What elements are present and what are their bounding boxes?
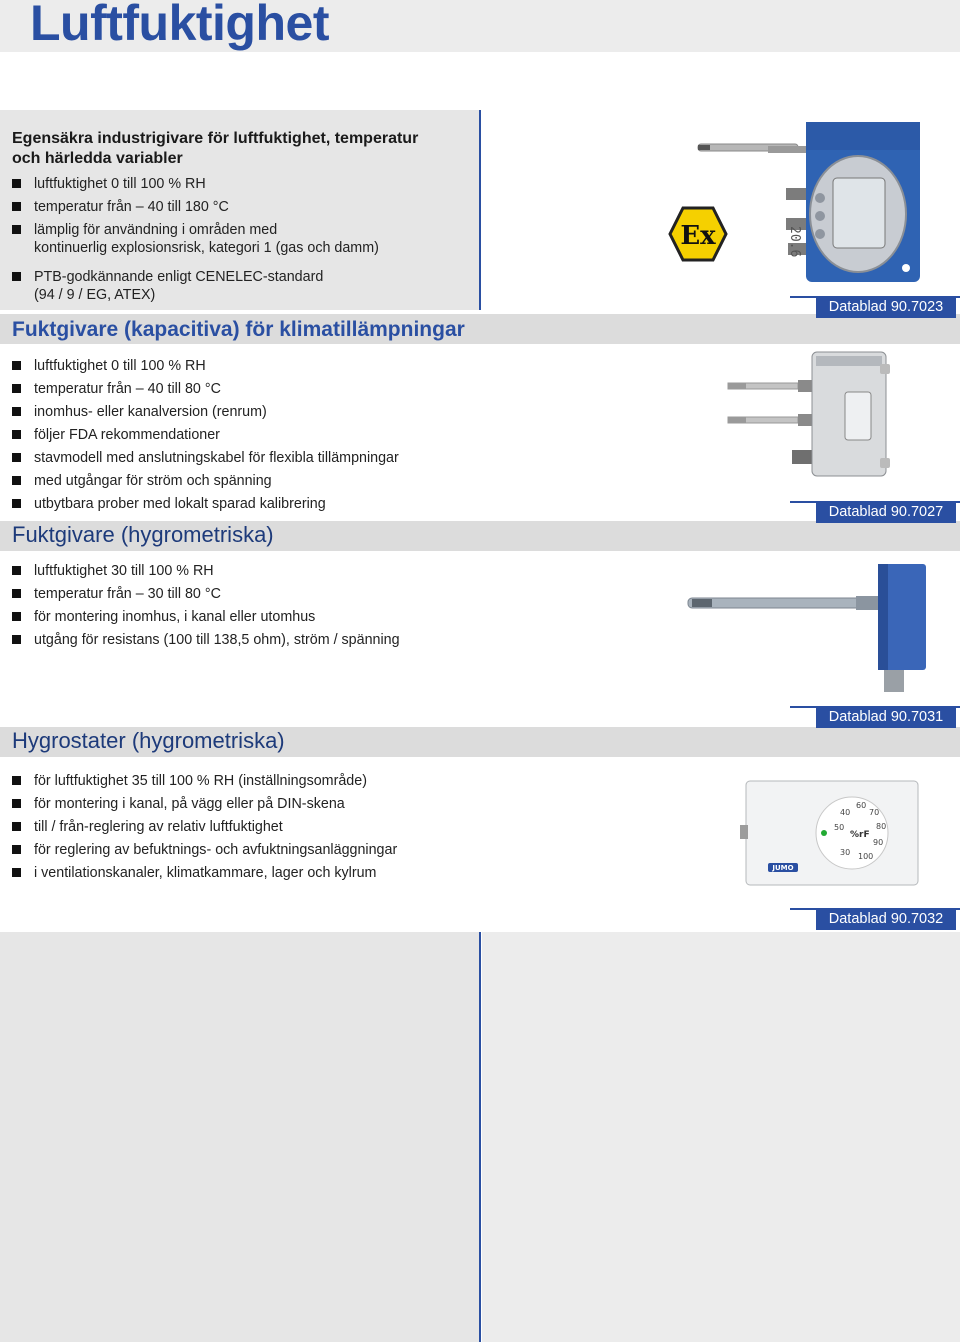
list-item: i ventilationskanaler, klimatkammare, lager och kylrum xyxy=(12,864,397,882)
section1-bullets xyxy=(12,175,379,304)
list-item: för montering inomhus, i kanal eller utomhus xyxy=(12,608,400,626)
list-item-continuation: (94 / 9 / EG, ATEX) xyxy=(34,287,156,303)
section4-heading: Hygrostater (hygrometriska) xyxy=(12,728,285,753)
svg-text:50: 50 xyxy=(834,823,845,832)
brand-logo: JUMO xyxy=(772,864,794,872)
list-item: temperatur från – 40 till 80 °C xyxy=(12,380,399,398)
list-item: luftfuktighet 0 till 100 % RH xyxy=(12,175,379,193)
svg-text:100: 100 xyxy=(858,852,874,861)
list-item: utgång för resistans (100 till 138,5 ohm), ström / spänning xyxy=(12,631,400,649)
hygrometric-probe-image xyxy=(688,560,928,700)
section1-subtitle: Egensäkra industrigivare för luftfuktighet, temperatur och härledda variabler xyxy=(12,130,419,167)
list-item: för luftfuktighet 35 till 100 % RH (inställningsområde) xyxy=(12,772,397,790)
svg-text:40: 40 xyxy=(840,808,851,817)
svg-text:80: 80 xyxy=(876,822,887,831)
section3-heading: Fuktgivare (hygrometriska) xyxy=(12,522,274,547)
list-item: följer FDA rekommendationer xyxy=(12,426,399,444)
section4-bullets xyxy=(12,772,397,882)
list-item: med utgångar för ström och spänning xyxy=(12,472,399,490)
svg-text:90: 90 xyxy=(873,838,884,847)
ex-transmitter-image xyxy=(698,118,923,288)
list-item: temperatur från – 30 till 80 °C xyxy=(12,585,400,603)
list-item: för reglering av befuktnings- och avfuktningsanläggningar xyxy=(12,841,397,859)
section1-divider xyxy=(479,110,481,310)
page-title: Luftfuktighet xyxy=(30,0,329,51)
list-item: luftfuktighet 30 till 100 % RH xyxy=(12,562,400,580)
list-item: stavmodell med anslutningskabel för flexibla tillämpningar xyxy=(12,449,399,467)
bottom-divider xyxy=(479,932,481,1342)
datablad-link-90-7032[interactable]: Datablad 90.7032 xyxy=(816,908,956,930)
datablad-link-90-7023[interactable]: Datablad 90.7023 xyxy=(816,296,956,318)
display-value: 20.6 xyxy=(787,226,802,258)
section3-bullets xyxy=(12,562,400,649)
svg-text:60: 60 xyxy=(856,801,867,810)
svg-text:Ex: Ex xyxy=(680,221,716,251)
list-item: utbytbara prober med lokalt sparad kalibrering xyxy=(12,495,399,513)
section2-bullets xyxy=(12,357,399,513)
list-item: lämplig för användning i områden med xyxy=(12,221,379,239)
list-item: temperatur från – 40 till 180 °C xyxy=(12,198,379,216)
section2-heading: Fuktgivare (kapacitiva) för klimatillämpningar xyxy=(12,318,465,341)
svg-text:70: 70 xyxy=(869,808,880,817)
list-item-continuation: kontinuerlig explosionsrisk, kategori 1 (gas och damm) xyxy=(34,240,379,256)
list-item: luftfuktighet 0 till 100 % RH xyxy=(12,357,399,375)
datablad-link-90-7031[interactable]: Datablad 90.7031 xyxy=(816,706,956,728)
empty-panel-left xyxy=(0,932,480,1342)
svg-text:30: 30 xyxy=(840,848,851,857)
datablad-link-90-7027[interactable]: Datablad 90.7027 xyxy=(816,501,956,523)
list-item: PTB-godkännande enligt CENELEC-standard xyxy=(12,268,379,286)
list-item: till / från-reglering av relativ luftfuktighet xyxy=(12,818,397,836)
hygrostat-image xyxy=(740,775,925,890)
list-item: för montering i kanal, på vägg eller på DIN-skena xyxy=(12,795,397,813)
list-item: inomhus- eller kanalversion (renrum) xyxy=(12,403,399,421)
empty-panel-right xyxy=(482,932,960,1342)
svg-text:%rF: %rF xyxy=(850,830,870,840)
